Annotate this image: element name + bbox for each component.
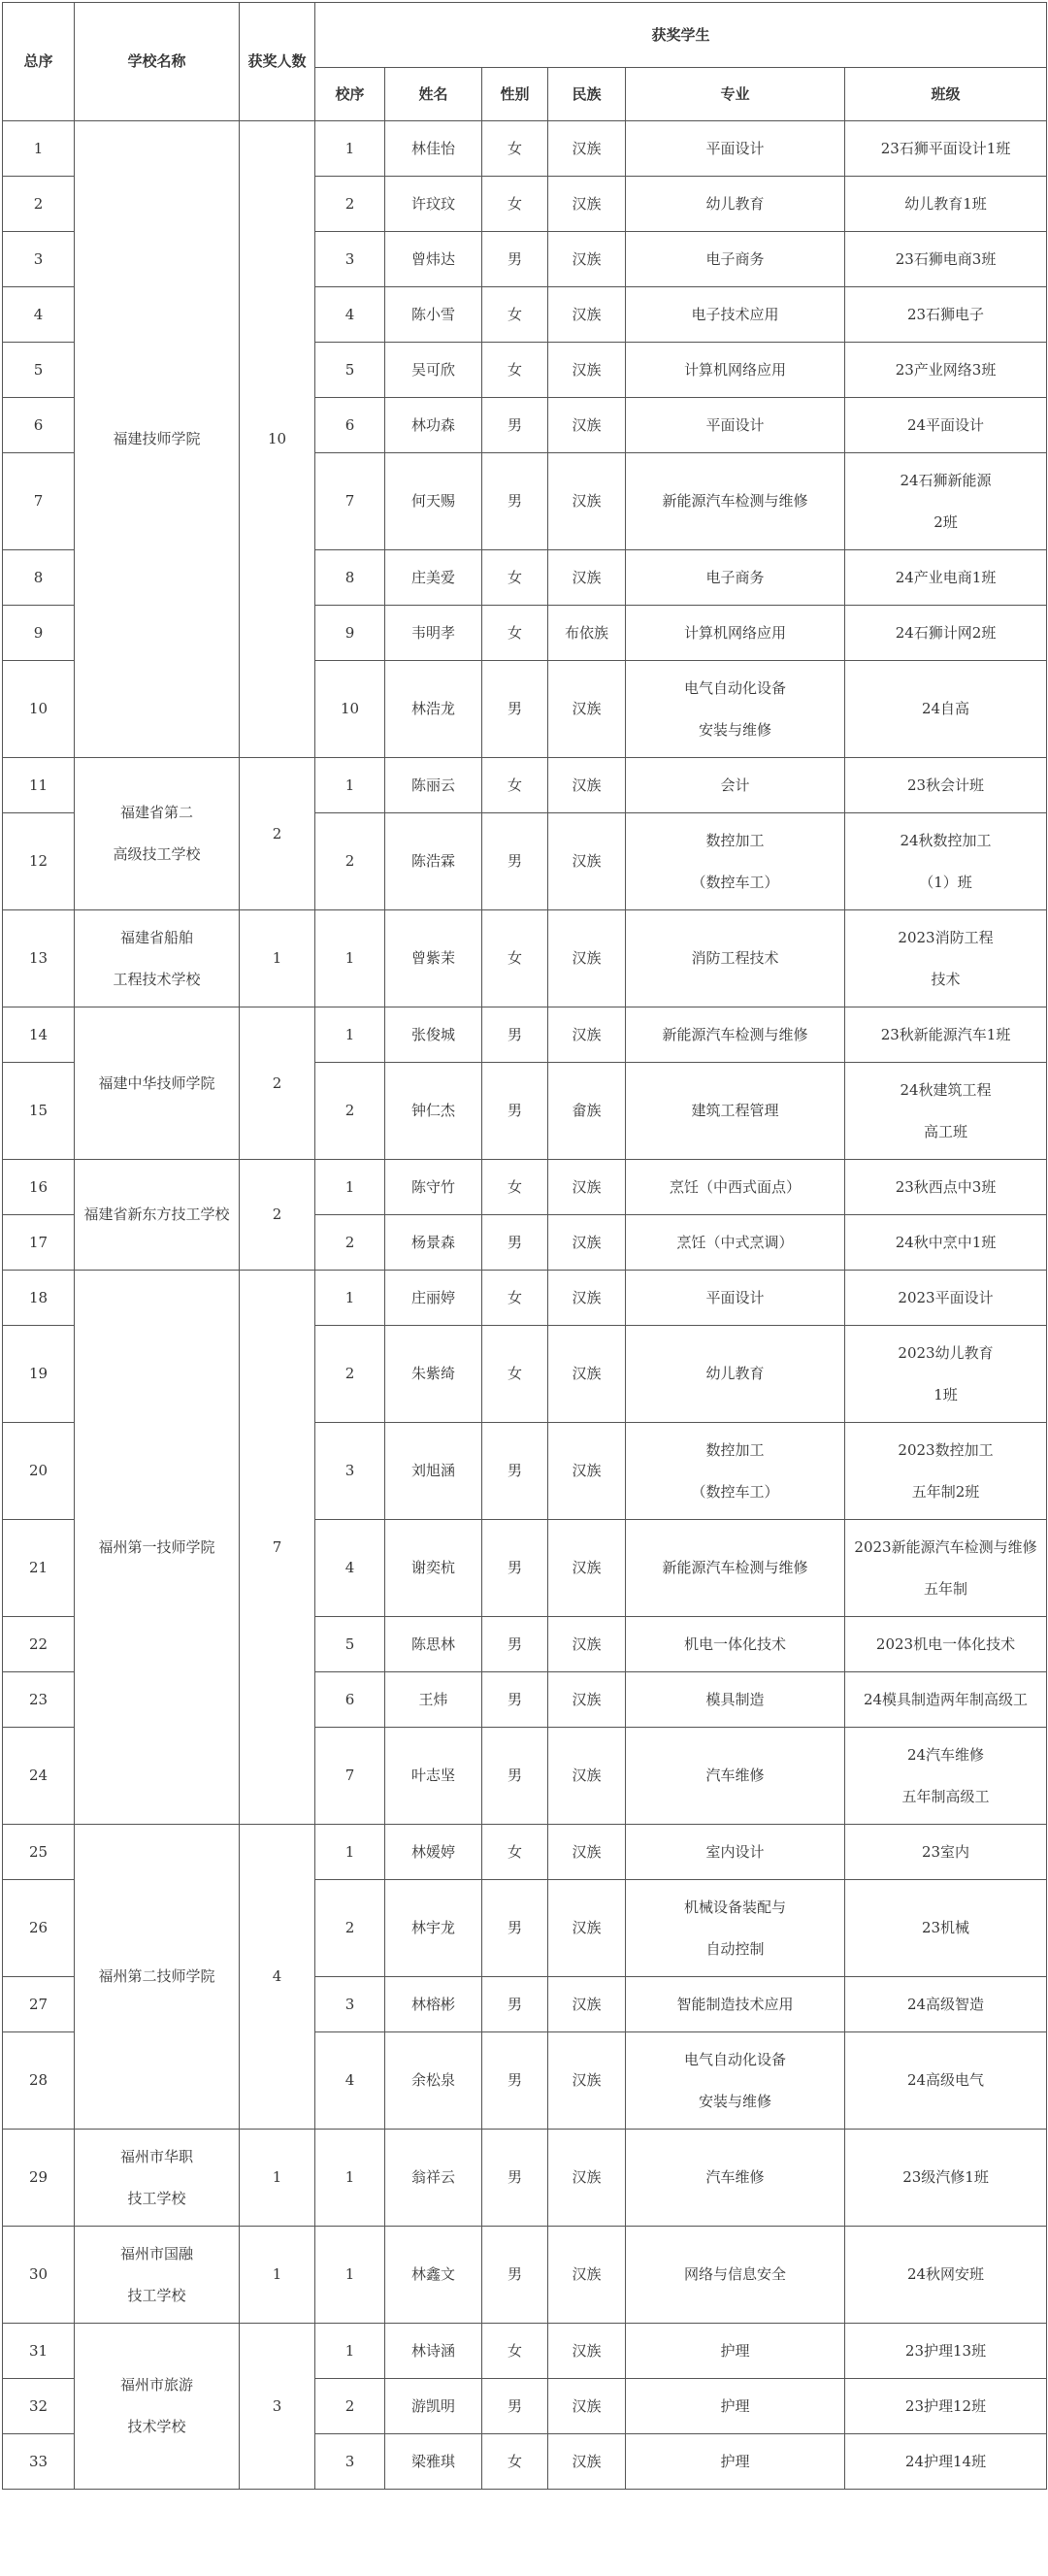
table-row [3, 2324, 1047, 2379]
school-seq-cell: 1 [315, 2227, 385, 2324]
student-name-cell: 梁雅琪 [385, 2434, 482, 2490]
gender-cell: 男 [482, 1215, 548, 1271]
class-cell: 24产业电商1班 [845, 550, 1047, 606]
total-seq-cell: 31 [3, 2324, 75, 2379]
student-name-cell: 林媛婷 [385, 1825, 482, 1880]
class-cell: 23石狮电子 [845, 287, 1047, 343]
award-table [2, 2, 1047, 2490]
student-name-cell: 王炜 [385, 1672, 482, 1728]
total-seq-cell: 29 [3, 2130, 75, 2227]
gender-cell: 女 [482, 758, 548, 813]
gender-cell: 男 [482, 813, 548, 910]
class-cell: 23产业网络3班 [845, 343, 1047, 398]
gender-cell: 男 [482, 398, 548, 453]
gender-cell: 女 [482, 2434, 548, 2490]
major-cell: 室内设计 [626, 1825, 845, 1880]
class-cell: 24汽车维修 五年制高级工 [845, 1728, 1047, 1825]
gender-cell: 男 [482, 1977, 548, 2032]
class-cell: 23秋新能源汽车1班 [845, 1007, 1047, 1063]
ethnicity-cell: 汉族 [548, 343, 626, 398]
ethnicity-cell: 汉族 [548, 1423, 626, 1520]
ethnicity-cell: 汉族 [548, 121, 626, 177]
major-cell: 平面设计 [626, 1271, 845, 1326]
major-cell: 新能源汽车检测与维修 [626, 1520, 845, 1617]
major-cell: 电子商务 [626, 550, 845, 606]
major-cell: 护理 [626, 2324, 845, 2379]
school-seq-cell: 6 [315, 398, 385, 453]
school-seq-cell: 1 [315, 1271, 385, 1326]
school-seq-cell: 5 [315, 343, 385, 398]
total-seq-cell: 8 [3, 550, 75, 606]
student-name-cell: 翁祥云 [385, 2130, 482, 2227]
total-seq-cell: 10 [3, 661, 75, 758]
total-seq-cell: 26 [3, 1880, 75, 1977]
gender-cell: 女 [482, 343, 548, 398]
student-name-cell: 谢奕杭 [385, 1520, 482, 1617]
school-seq-cell: 2 [315, 2379, 385, 2434]
major-cell: 计算机网络应用 [626, 343, 845, 398]
class-cell: 23石狮电商3班 [845, 232, 1047, 287]
class-cell: 2023数控加工 五年制2班 [845, 1423, 1047, 1520]
student-name-cell: 游凯明 [385, 2379, 482, 2434]
gender-cell: 男 [482, 1520, 548, 1617]
major-cell: 数控加工 （数控车工） [626, 813, 845, 910]
school-name-cell: 福州市旅游 技术学校 [75, 2324, 240, 2490]
ethnicity-cell: 汉族 [548, 2324, 626, 2379]
school-name-cell: 福州第二技师学院 [75, 1825, 240, 2130]
class-cell: 24秋建筑工程 高工班 [845, 1063, 1047, 1160]
major-cell: 消防工程技术 [626, 910, 845, 1007]
major-cell: 护理 [626, 2434, 845, 2490]
school-seq-cell: 6 [315, 1672, 385, 1728]
total-seq-cell: 15 [3, 1063, 75, 1160]
major-cell: 新能源汽车检测与维修 [626, 1007, 845, 1063]
header-count: 获奖人数 [240, 3, 315, 121]
class-cell: 23秋会计班 [845, 758, 1047, 813]
ethnicity-cell: 汉族 [548, 1672, 626, 1728]
class-cell: 2023消防工程 技术 [845, 910, 1047, 1007]
student-name-cell: 朱紫绮 [385, 1326, 482, 1423]
student-name-cell: 吴可欣 [385, 343, 482, 398]
total-seq-cell: 4 [3, 287, 75, 343]
table-row [3, 910, 1047, 1007]
table-row [3, 2227, 1047, 2324]
student-name-cell: 庄美爱 [385, 550, 482, 606]
student-name-cell: 叶志坚 [385, 1728, 482, 1825]
ethnicity-cell: 汉族 [548, 2434, 626, 2490]
major-cell: 护理 [626, 2379, 845, 2434]
gender-cell: 女 [482, 2324, 548, 2379]
major-cell: 建筑工程管理 [626, 1063, 845, 1160]
student-name-cell: 陈浩霖 [385, 813, 482, 910]
total-seq-cell: 28 [3, 2032, 75, 2130]
major-cell: 电子商务 [626, 232, 845, 287]
school-name-cell: 福州市国融 技工学校 [75, 2227, 240, 2324]
ethnicity-cell: 汉族 [548, 2227, 626, 2324]
gender-cell: 女 [482, 606, 548, 661]
major-cell: 计算机网络应用 [626, 606, 845, 661]
school-seq-cell: 1 [315, 1007, 385, 1063]
award-count-cell: 2 [240, 1160, 315, 1271]
major-cell: 机械设备装配与 自动控制 [626, 1880, 845, 1977]
ethnicity-cell: 汉族 [548, 550, 626, 606]
ethnicity-cell: 汉族 [548, 758, 626, 813]
total-seq-cell: 21 [3, 1520, 75, 1617]
major-cell: 平面设计 [626, 398, 845, 453]
school-name-cell: 福建省新东方技工学校 [75, 1160, 240, 1271]
gender-cell: 男 [482, 1728, 548, 1825]
major-cell: 幼儿教育 [626, 1326, 845, 1423]
table-row [3, 1007, 1047, 1063]
ethnicity-cell: 畲族 [548, 1063, 626, 1160]
gender-cell: 男 [482, 2379, 548, 2434]
class-cell: 24秋中烹中1班 [845, 1215, 1047, 1271]
class-cell: 24高级智造 [845, 1977, 1047, 2032]
student-name-cell: 陈丽云 [385, 758, 482, 813]
total-seq-cell: 20 [3, 1423, 75, 1520]
ethnicity-cell: 汉族 [548, 453, 626, 550]
total-seq-cell: 27 [3, 1977, 75, 2032]
school-seq-cell: 10 [315, 661, 385, 758]
school-seq-cell: 3 [315, 2434, 385, 2490]
student-name-cell: 林浩龙 [385, 661, 482, 758]
school-seq-cell: 8 [315, 550, 385, 606]
school-seq-cell: 7 [315, 1728, 385, 1825]
ethnicity-cell: 布依族 [548, 606, 626, 661]
table-row [3, 758, 1047, 813]
school-seq-cell: 1 [315, 758, 385, 813]
student-name-cell: 钟仁杰 [385, 1063, 482, 1160]
student-name-cell: 许玟玟 [385, 177, 482, 232]
total-seq-cell: 6 [3, 398, 75, 453]
school-seq-cell: 4 [315, 2032, 385, 2130]
award-count-cell: 7 [240, 1271, 315, 1825]
school-seq-cell: 1 [315, 2324, 385, 2379]
award-count-cell: 3 [240, 2324, 315, 2490]
major-cell: 电气自动化设备 安装与维修 [626, 661, 845, 758]
major-cell: 网络与信息安全 [626, 2227, 845, 2324]
total-seq-cell: 1 [3, 121, 75, 177]
school-seq-cell: 1 [315, 121, 385, 177]
gender-cell: 男 [482, 661, 548, 758]
total-seq-cell: 30 [3, 2227, 75, 2324]
total-seq-cell: 25 [3, 1825, 75, 1880]
major-cell: 模具制造 [626, 1672, 845, 1728]
student-name-cell: 林宇龙 [385, 1880, 482, 1977]
school-seq-cell: 2 [315, 1215, 385, 1271]
ethnicity-cell: 汉族 [548, 1215, 626, 1271]
major-cell: 烹饪（中西式面点） [626, 1160, 845, 1215]
class-cell: 2023幼儿教育 1班 [845, 1326, 1047, 1423]
award-count-cell: 1 [240, 910, 315, 1007]
gender-cell: 女 [482, 1271, 548, 1326]
ethnicity-cell: 汉族 [548, 2379, 626, 2434]
major-cell: 机电一体化技术 [626, 1617, 845, 1672]
ethnicity-cell: 汉族 [548, 1728, 626, 1825]
major-cell: 幼儿教育 [626, 177, 845, 232]
school-seq-cell: 3 [315, 1977, 385, 2032]
class-cell: 23机械 [845, 1880, 1047, 1977]
major-cell: 平面设计 [626, 121, 845, 177]
class-cell: 24护理14班 [845, 2434, 1047, 2490]
gender-cell: 男 [482, 1880, 548, 1977]
student-name-cell: 刘旭涵 [385, 1423, 482, 1520]
table-row [3, 1160, 1047, 1215]
total-seq-cell: 17 [3, 1215, 75, 1271]
ethnicity-cell: 汉族 [548, 232, 626, 287]
total-seq-cell: 9 [3, 606, 75, 661]
ethnicity-cell: 汉族 [548, 398, 626, 453]
gender-cell: 女 [482, 1160, 548, 1215]
class-cell: 2023平面设计 [845, 1271, 1047, 1326]
total-seq-cell: 23 [3, 1672, 75, 1728]
school-seq-cell: 1 [315, 2130, 385, 2227]
total-seq-cell: 12 [3, 813, 75, 910]
class-cell: 2023新能源汽车检测与维修 五年制 [845, 1520, 1047, 1617]
award-count-cell: 2 [240, 758, 315, 910]
gender-cell: 男 [482, 1063, 548, 1160]
class-cell: 24秋网安班 [845, 2227, 1047, 2324]
school-name-cell: 福州第一技师学院 [75, 1271, 240, 1825]
ethnicity-cell: 汉族 [548, 2032, 626, 2130]
gender-cell: 女 [482, 1326, 548, 1423]
header-ethnicity: 民族 [548, 68, 626, 121]
student-name-cell: 陈思林 [385, 1617, 482, 1672]
total-seq-cell: 11 [3, 758, 75, 813]
school-seq-cell: 1 [315, 1825, 385, 1880]
student-name-cell: 杨景森 [385, 1215, 482, 1271]
ethnicity-cell: 汉族 [548, 1880, 626, 1977]
school-seq-cell: 3 [315, 1423, 385, 1520]
gender-cell: 男 [482, 2130, 548, 2227]
header-seq: 校序 [315, 68, 385, 121]
student-name-cell: 林诗涵 [385, 2324, 482, 2379]
class-cell: 24模具制造两年制高级工 [845, 1672, 1047, 1728]
ethnicity-cell: 汉族 [548, 1977, 626, 2032]
total-seq-cell: 16 [3, 1160, 75, 1215]
ethnicity-cell: 汉族 [548, 1007, 626, 1063]
major-cell: 会计 [626, 758, 845, 813]
student-name-cell: 林佳怡 [385, 121, 482, 177]
gender-cell: 男 [482, 1007, 548, 1063]
ethnicity-cell: 汉族 [548, 1617, 626, 1672]
ethnicity-cell: 汉族 [548, 1825, 626, 1880]
total-seq-cell: 33 [3, 2434, 75, 2490]
class-cell: 24秋数控加工 （1）班 [845, 813, 1047, 910]
school-seq-cell: 9 [315, 606, 385, 661]
school-seq-cell: 4 [315, 287, 385, 343]
table-body [3, 121, 1047, 2490]
header-school: 学校名称 [75, 3, 240, 121]
school-seq-cell: 2 [315, 1326, 385, 1423]
table-row [3, 1825, 1047, 1880]
class-cell: 24石狮新能源 2班 [845, 453, 1047, 550]
school-seq-cell: 4 [315, 1520, 385, 1617]
class-cell: 23石狮平面设计1班 [845, 121, 1047, 177]
gender-cell: 女 [482, 121, 548, 177]
gender-cell: 男 [482, 1423, 548, 1520]
school-seq-cell: 7 [315, 453, 385, 550]
gender-cell: 男 [482, 232, 548, 287]
student-name-cell: 陈守竹 [385, 1160, 482, 1215]
school-seq-cell: 1 [315, 910, 385, 1007]
student-name-cell: 陈小雪 [385, 287, 482, 343]
class-cell: 2023机电一体化技术 [845, 1617, 1047, 1672]
award-count-cell: 1 [240, 2227, 315, 2324]
total-seq-cell: 32 [3, 2379, 75, 2434]
gender-cell: 男 [482, 453, 548, 550]
total-seq-cell: 13 [3, 910, 75, 1007]
ethnicity-cell: 汉族 [548, 661, 626, 758]
student-name-cell: 韦明孝 [385, 606, 482, 661]
school-name-cell: 福建技师学院 [75, 121, 240, 758]
major-cell: 烹饪（中式烹调） [626, 1215, 845, 1271]
ethnicity-cell: 汉族 [548, 1520, 626, 1617]
total-seq-cell: 22 [3, 1617, 75, 1672]
school-seq-cell: 5 [315, 1617, 385, 1672]
total-seq-cell: 24 [3, 1728, 75, 1825]
ethnicity-cell: 汉族 [548, 177, 626, 232]
class-cell: 23护理12班 [845, 2379, 1047, 2434]
school-name-cell: 福建中华技师学院 [75, 1007, 240, 1160]
class-cell: 幼儿教育1班 [845, 177, 1047, 232]
ethnicity-cell: 汉族 [548, 910, 626, 1007]
class-cell: 23室内 [845, 1825, 1047, 1880]
school-seq-cell: 1 [315, 1160, 385, 1215]
class-cell: 24石狮计网2班 [845, 606, 1047, 661]
award-count-cell: 10 [240, 121, 315, 758]
major-cell: 汽车维修 [626, 2130, 845, 2227]
total-seq-cell: 5 [3, 343, 75, 398]
student-name-cell: 曾炜达 [385, 232, 482, 287]
school-seq-cell: 2 [315, 813, 385, 910]
class-cell: 24自高 [845, 661, 1047, 758]
header-class: 班级 [845, 68, 1047, 121]
class-cell: 23护理13班 [845, 2324, 1047, 2379]
table-row [3, 1271, 1047, 1326]
gender-cell: 男 [482, 1672, 548, 1728]
award-count-cell: 4 [240, 1825, 315, 2130]
school-seq-cell: 2 [315, 1063, 385, 1160]
major-cell: 电子技术应用 [626, 287, 845, 343]
header-students: 获奖学生 [315, 3, 1047, 68]
major-cell: 汽车维修 [626, 1728, 845, 1825]
ethnicity-cell: 汉族 [548, 1160, 626, 1215]
table-row [3, 121, 1047, 177]
major-cell: 智能制造技术应用 [626, 1977, 845, 2032]
gender-cell: 男 [482, 1617, 548, 1672]
class-cell: 23级汽修1班 [845, 2130, 1047, 2227]
gender-cell: 女 [482, 1825, 548, 1880]
award-count-cell: 2 [240, 1007, 315, 1160]
student-name-cell: 余松泉 [385, 2032, 482, 2130]
school-seq-cell: 2 [315, 1880, 385, 1977]
major-cell: 电气自动化设备 安装与维修 [626, 2032, 845, 2130]
ethnicity-cell: 汉族 [548, 813, 626, 910]
student-name-cell: 曾紫茉 [385, 910, 482, 1007]
header-gender: 性别 [482, 68, 548, 121]
ethnicity-cell: 汉族 [548, 2130, 626, 2227]
gender-cell: 女 [482, 910, 548, 1007]
class-cell: 24平面设计 [845, 398, 1047, 453]
total-seq-cell: 19 [3, 1326, 75, 1423]
school-name-cell: 福建省船舶 工程技术学校 [75, 910, 240, 1007]
table-row [3, 2130, 1047, 2227]
school-seq-cell: 3 [315, 232, 385, 287]
gender-cell: 男 [482, 2032, 548, 2130]
student-name-cell: 庄丽婷 [385, 1271, 482, 1326]
header-name: 姓名 [385, 68, 482, 121]
header-major: 专业 [626, 68, 845, 121]
total-seq-cell: 14 [3, 1007, 75, 1063]
student-name-cell: 林榕彬 [385, 1977, 482, 2032]
header-total: 总序 [3, 3, 75, 121]
ethnicity-cell: 汉族 [548, 1326, 626, 1423]
student-name-cell: 何天赐 [385, 453, 482, 550]
school-seq-cell: 2 [315, 177, 385, 232]
class-cell: 24高级电气 [845, 2032, 1047, 2130]
class-cell: 23秋西点中3班 [845, 1160, 1047, 1215]
school-name-cell: 福州市华职 技工学校 [75, 2130, 240, 2227]
total-seq-cell: 7 [3, 453, 75, 550]
student-name-cell: 张俊城 [385, 1007, 482, 1063]
student-name-cell: 林鑫文 [385, 2227, 482, 2324]
major-cell: 新能源汽车检测与维修 [626, 453, 845, 550]
student-name-cell: 林功森 [385, 398, 482, 453]
total-seq-cell: 3 [3, 232, 75, 287]
gender-cell: 男 [482, 2227, 548, 2324]
award-count-cell: 1 [240, 2130, 315, 2227]
ethnicity-cell: 汉族 [548, 287, 626, 343]
total-seq-cell: 18 [3, 1271, 75, 1326]
school-name-cell: 福建省第二 高级技工学校 [75, 758, 240, 910]
total-seq-cell: 2 [3, 177, 75, 232]
major-cell: 数控加工 （数控车工） [626, 1423, 845, 1520]
gender-cell: 女 [482, 177, 548, 232]
gender-cell: 女 [482, 550, 548, 606]
ethnicity-cell: 汉族 [548, 1271, 626, 1326]
gender-cell: 女 [482, 287, 548, 343]
